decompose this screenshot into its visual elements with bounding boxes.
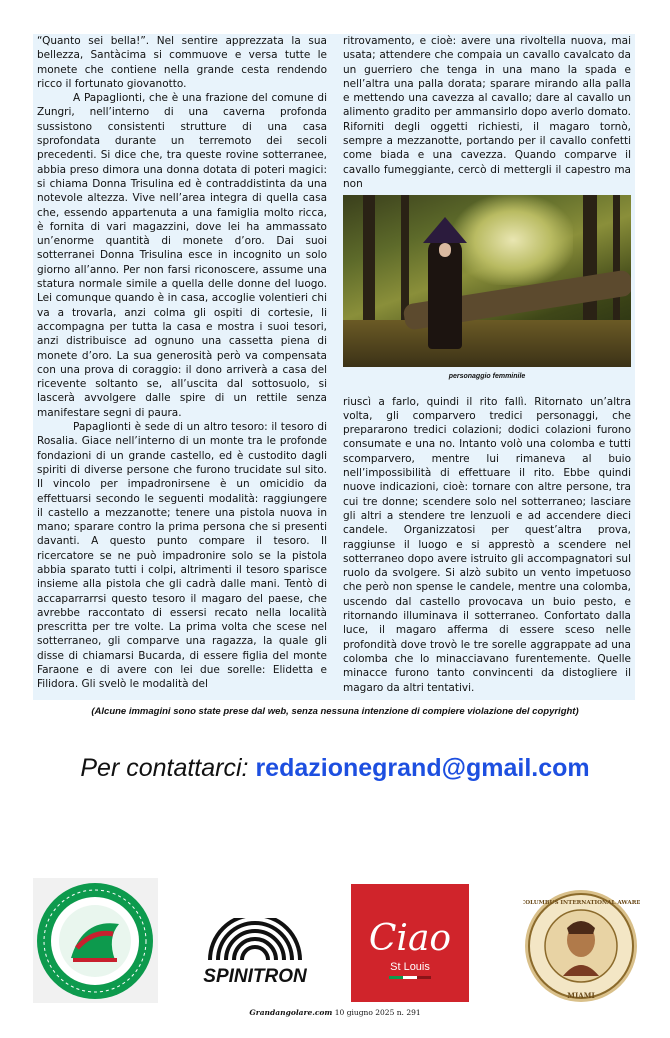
page-footer bbox=[0, 1008, 670, 1017]
radio-logo-icon bbox=[33, 878, 158, 1003]
radio-italia-logo[interactable] bbox=[33, 878, 158, 1003]
spinitron-wordmark: SPINITRON bbox=[203, 966, 307, 987]
spinitron-icon bbox=[190, 918, 320, 988]
contact-email[interactable]: redazionegrand@gmail.com bbox=[255, 754, 590, 782]
article-box bbox=[33, 34, 635, 700]
columbus-city: MIAMI bbox=[567, 991, 595, 1000]
ciao-subtitle: St Louis bbox=[390, 961, 430, 973]
paragraph-2: A Papaglionti, che è una frazione del comune di Zungri, nell’interno di una caverna profonda sussistono consistenti strutture di una casa sprofondata durante un terremoto dei secoli precedenti. Si dice che, tra queste rovine sotterranee, abbia preso dimora una donna dotata di poteri magici: si chiama Donna Trisulina ed è contraddistinta da una notevole altezza. Vive nell’area integra di quella casa che, essendo appartenuta a una famiglia molto ricca, è fornita di vari magazzini, dove lei ha ammassato un’enorme quantità di monete d’oro. Dai suoi sotterranei Donna Trisulina esce in incognito un solo giorno all’anno. Per non farsi riconoscere, assume una statura normale simile a quella delle donne del luogo. Lei comunque quando è in casa, accoglie volentieri chi va a trovarla, anzi colma gli ospiti di cortesie, li accompagna per tutta la casa e mostra i suoi tesori, anzi distribuisce ad ognuno una cassetta piena di monete d’oro. La sua generosità però va compensata con una prova di coraggio: il dono arriverà a casa del ricevente soltanto se, all’uscita dal sottosuolo, si lascerà avvolgere dalle spire di un rettile senza manifestare segni di paura. bbox=[37, 92, 327, 419]
paragraph-3: Papaglionti è sede di un altro tesoro: il tesoro di Rosalia. Giace nell’interno di un monte tra le profonde fondazioni di un grande castello, ed è custodito dagli spiriti di diverse persone che furono trucidate sul sito. Il vincolo per impadronirsene è un omicidio da effettuarsi secondo le seguenti modalità: raggiungere il castello a mezzanotte; tenere una pistola nuova in mano; sparare contro la prima persona che si presenti davanti. A questo punto compare il tesoro. Il ricercatore se ne può impadronire solo se la pistola abbia sparato tutti i colpi, altrimenti il tesoro sparisce insieme alla pistola che gli cadrà dalle mani. Tentò di accaparrarrsi questo tesoro il magaro del paese, che avrebbe raccontato di essersi recato nella località prescritta per tre volte. La prima volta che scese nel sotterraneo, gli comparve una ragazza, la quale gli disse di chiamarsi Bucarda, di essere figlia del monte Faraone e di avere con lei due sorelle: Elidetta e Filidora. Gli svelò le modalità del bbox=[37, 421, 327, 691]
spinitron-logo[interactable] bbox=[190, 918, 320, 988]
columbus-text: COLUMBUS INTERNATIONAL AWARD bbox=[523, 900, 640, 906]
copyright-disclaimer: (Alcune immagini sono state prese dal web, senza nessuna intenzione di compiere violazione del copyright) bbox=[91, 706, 579, 717]
ciao-logo-icon bbox=[351, 884, 469, 1002]
photo-caption: personaggio femminile bbox=[448, 373, 526, 381]
paragraph-1: “Quanto sei bella!”. Nel sentire apprezzata la sua bellezza, Santàcima si commuove e versa tutte le monete che contiene nella grande cesta rendendo ricco il fortunato giovanotto. bbox=[37, 35, 327, 90]
contact-line bbox=[0, 754, 670, 783]
columbus-award-logo[interactable] bbox=[523, 888, 640, 1005]
footer-date: 10 giugno 2025 n. 291 bbox=[334, 1008, 421, 1017]
right-column bbox=[343, 34, 631, 695]
witch-photo bbox=[343, 195, 631, 367]
paragraph-5: riuscì a farlo, quindi il rito fallì. Ritornato un’altra volta, gli comparvero tredici personaggi, che prepararono tredici colazioni; dodici colazioni furono consumate e una no. Intanto volò una colomba e tutti scomparvero, mentre lui rimaneva al buio nell’impossibilità di effettuare il rito. Ebbe quindi nuove indicazioni, cioè: tornare con altre persone, tra cui tre donne; scendere solo nel sotterraneo; lasciare gli altri a stendere tre lenzuoli e ad accendere dieci candele. Organizzatosi per quest’altra prova, raggiunse il luogo e si apprestò a scendere nel sotterraneo dopo avere istruito gli accompagnatori sul ruolo da svolgere. Si alzò subito un vento impetuoso che però non spense le candele, mentre una colomba, uscendo dal castello provocava un buio pesto, e ritornando illuminava il sotterraneo. Confortato dalla luce, il magaro afferma di essere sceso nelle profondità dove trovò le tre sorelle aggrappate ad una colomba che lo minacciavano furentemente. Quelle minacce furono tanto convincenti da distogliere il magaro da altri tentativi. bbox=[343, 395, 631, 694]
footer-site: Grandangolare.com bbox=[249, 1008, 333, 1017]
ciao-wordmark: Ciao bbox=[368, 918, 452, 959]
contact-label: Per contattarci: bbox=[80, 754, 249, 782]
photo-figure bbox=[343, 195, 631, 384]
ciao-st-louis-logo[interactable] bbox=[351, 884, 469, 1002]
paragraph-4: ritrovamento, e cioè: avere una rivoltella nuova, mai usata; attendere che compaia un cavallo cavalcato da un guerriero che tenga in una mano la spada e nell’altra una palla dorata; sparare mirando alla palla e mettendo una cavezza al cavallo; dare al cavallo un alimento gradito per ammansirlo dopo averlo domato. Riforniti degli oggetti richiesti, il magaro tornò, sempre a mezzanotte, portando per il cavallo confetti come biada e una cavezza. Quando comparve il cavallo fumeggiante, cercò di mettergli il capestro ma non bbox=[343, 35, 631, 190]
left-column bbox=[37, 34, 327, 692]
columbus-logo-icon bbox=[523, 888, 640, 1005]
